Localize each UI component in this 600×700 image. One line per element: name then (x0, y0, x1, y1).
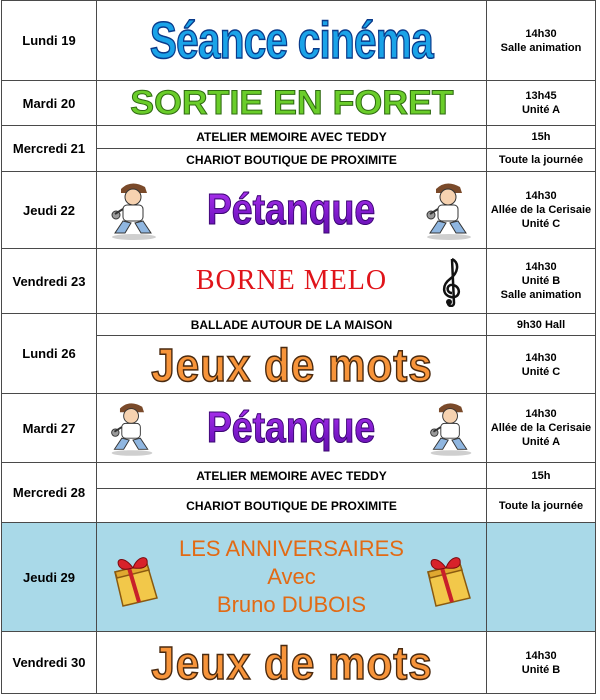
info-time: 14h30 (525, 190, 557, 202)
info-unit: Unité B (521, 663, 561, 676)
day-cell: Mardi 27 (2, 394, 97, 463)
gift-box-icon (107, 546, 163, 608)
day-cell: Vendredi 30 (2, 632, 97, 694)
day-cell: Lundi 19 (2, 1, 97, 81)
info-cell (487, 336, 596, 394)
info-cell (487, 249, 596, 314)
schedule-row (2, 632, 596, 694)
activity-title: Séance cinéma (150, 11, 433, 70)
petanque-player-icon (426, 399, 476, 457)
day-cell: Jeudi 29 (2, 523, 97, 632)
day-cell: Mercredi 21 (2, 126, 97, 172)
activity-cell (97, 394, 487, 463)
anniversaires-title: LES ANNIVERSAIRES (179, 536, 404, 561)
activity-title: Jeux de mots (150, 338, 433, 391)
info-time: 14h30 (525, 408, 557, 420)
activity-cell (97, 632, 487, 694)
info-cell (487, 81, 596, 126)
info-location: Allée de la Cerisaie (490, 204, 592, 216)
treble-clef-icon (436, 255, 466, 307)
activity-cell (97, 249, 487, 314)
schedule-row (2, 463, 596, 489)
activity-cell: CHARIOT BOUTIQUE DE PROXIMITE (97, 489, 487, 523)
activity-title: Pétanque (207, 179, 375, 241)
anniversaires-guest: Bruno DUBOIS (216, 592, 367, 617)
activity-schedule (1, 0, 596, 694)
activity-cell (97, 1, 487, 81)
activity-title: BORNE MELO (195, 265, 388, 296)
info-location: Salle animation (500, 289, 582, 301)
schedule-row (2, 126, 596, 149)
info-location: Allée de la Cerisaie (490, 422, 592, 434)
info-cell (487, 394, 596, 463)
day-cell: Jeudi 22 (2, 172, 97, 249)
info-cell: Toute la journée (487, 489, 596, 523)
activity-title: Jeux de mots (150, 636, 433, 689)
anniversaires-with: Avec (267, 564, 316, 589)
activity-cell: ATELIER MEMOIRE AVEC TEDDY (97, 126, 487, 149)
activity-cell (97, 81, 487, 126)
petanque-player-icon (107, 399, 157, 457)
info-location: Salle animation (500, 41, 582, 54)
info-cell (487, 172, 596, 249)
info-unit: Unité C (521, 365, 561, 378)
info-cell (487, 632, 596, 694)
info-location: Unité A (521, 104, 561, 116)
activity-title: Pétanque (207, 397, 375, 459)
schedule-row (2, 314, 596, 336)
activity-title: SORTIE EN FORET (129, 84, 454, 122)
schedule-row (2, 1, 596, 81)
info-time: 13h45 (525, 90, 557, 102)
info-cell: 15h (487, 463, 596, 489)
activity-cell: ATELIER MEMOIRE AVEC TEDDY (97, 463, 487, 489)
info-unit: Unité A (521, 436, 561, 448)
info-cell (487, 1, 596, 81)
schedule-row (2, 81, 596, 126)
activity-cell: CHARIOT BOUTIQUE DE PROXIMITE (97, 149, 487, 172)
info-cell: 15h (487, 126, 596, 149)
schedule-row (2, 394, 596, 463)
gift-box-icon (420, 546, 476, 608)
petanque-player-icon (422, 179, 476, 241)
day-cell: Vendredi 23 (2, 249, 97, 314)
info-cell (487, 523, 596, 632)
info-time: 14h30 (525, 649, 557, 662)
day-cell: Lundi 26 (2, 314, 97, 394)
day-cell: Mercredi 28 (2, 463, 97, 523)
schedule-row (2, 249, 596, 314)
info-time: 14h30 (525, 261, 557, 273)
activity-cell (97, 523, 487, 632)
activity-cell (97, 336, 487, 394)
activity-cell (97, 172, 487, 249)
info-unit: Unité C (521, 218, 561, 230)
day-cell: Mardi 20 (2, 81, 97, 126)
info-time: 14h30 (525, 27, 557, 40)
info-cell: Toute la journée (487, 149, 596, 172)
schedule-row (2, 172, 596, 249)
info-time: 14h30 (525, 351, 557, 364)
info-cell: 9h30 Hall (487, 314, 596, 336)
schedule-row (2, 523, 596, 632)
petanque-player-icon (107, 179, 161, 241)
info-unit: Unité B (521, 275, 561, 287)
activity-cell: BALLADE AUTOUR DE LA MAISON (97, 314, 487, 336)
